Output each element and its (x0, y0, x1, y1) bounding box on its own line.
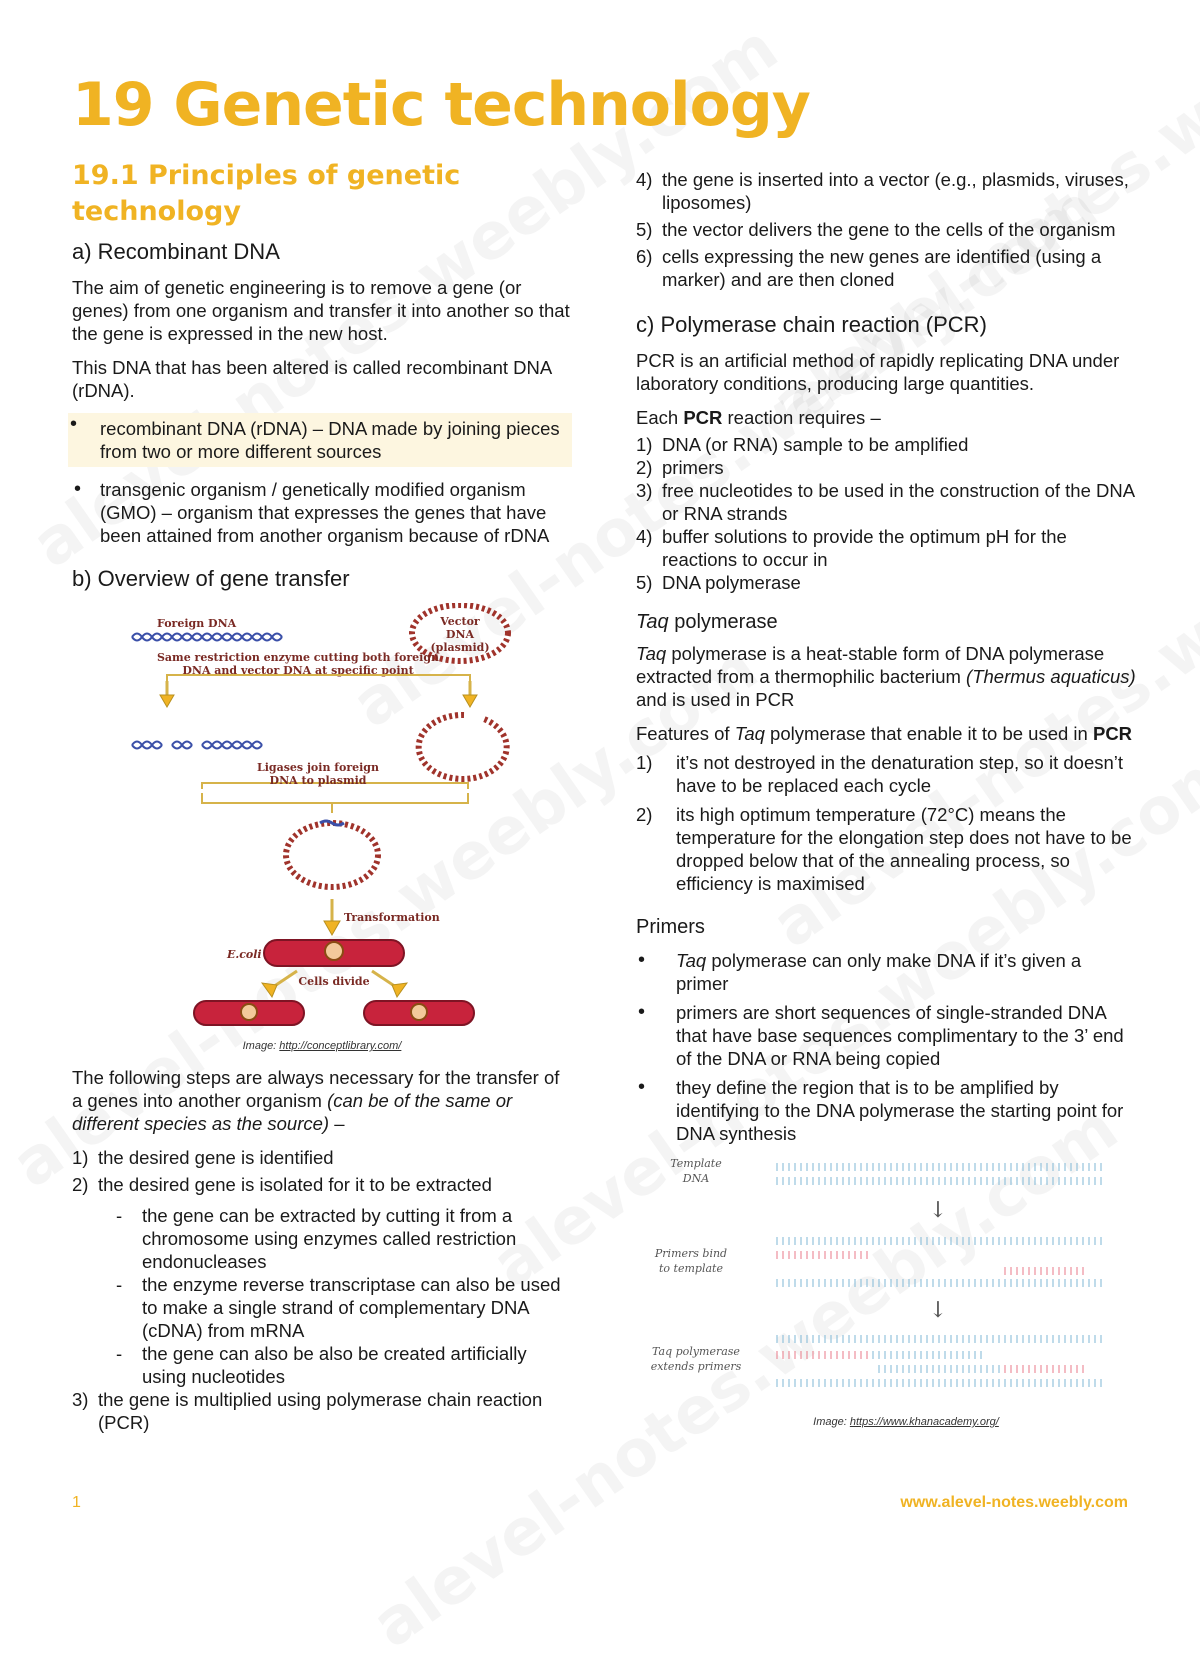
list-item: 5) DNA polymerase (636, 572, 801, 593)
image-credit (72, 1035, 572, 1058)
label-ligases: DNA to plasmid (269, 774, 367, 787)
subheading-primers: Primers (636, 916, 705, 938)
list-item: • primers are short sequences of single-stranded DNA that have base sequences complimentary to the 3’ end of the DNA or RNA being copied (636, 1001, 1136, 1070)
steps-intro (72, 1066, 572, 1135)
requirements-intro: Each PCR reaction requires – (636, 407, 881, 428)
list-item: 1) DNA (or RNA) sample to be amplified (636, 434, 969, 455)
paragraph: PCR is an artificial method of rapidly replicating DNA under laboratory conditions, producing large quantities. (636, 350, 1120, 394)
list-item: 3) the gene is multiplied using polymerase chain reaction (PCR) (72, 1389, 543, 1433)
footer-site[interactable]: www.alevel-notes.weebly.com (900, 1494, 1128, 1511)
recombinant-plasmid (286, 823, 378, 887)
primer (1002, 1267, 1084, 1275)
label-primers-bind: to template (659, 1262, 723, 1275)
list-item: 4) the gene is inserted into a vector (e.g., plasmids, viruses, liposomes) (636, 169, 1129, 213)
label-ligases: Ligases join foreign (257, 761, 379, 774)
list-item: 2) primers (636, 457, 724, 478)
template-strand (776, 1177, 1106, 1185)
template-strand (776, 1335, 1106, 1343)
list-item: 2) its high optimum temperature (72°C) means the temperature for the elongation step does not have to be dropped below that of the annealing process, so efficiency is maximised (636, 804, 1132, 894)
cut-plasmid (419, 715, 507, 779)
bracket (167, 675, 470, 681)
list-item: - the gene can also be also be created artificially using nucleotides (116, 1342, 572, 1388)
label-template: Template (670, 1157, 722, 1170)
steps-list (72, 1388, 572, 1434)
substeps-list (72, 1204, 572, 1388)
label-transformation: Transformation (344, 911, 440, 924)
list-item: 3) free nucleotides to be used in the construction of the DNA or RNA strands (636, 480, 1135, 524)
arrow-head (324, 921, 340, 935)
label-vector: DNA (445, 628, 475, 641)
subheading-gene-transfer: b) Overview of gene transfer (72, 566, 350, 591)
subheading-pcr: c) Polymerase chain reaction (PCR) (636, 312, 987, 337)
list-item: 4) buffer solutions to provide the optimum pH for the reactions to occur in (636, 526, 1067, 570)
primer (776, 1251, 872, 1259)
list-item: • recombinant DNA (rDNA) – DNA made by joining pieces from two or more different sources (68, 413, 572, 467)
list-item: • they define the region that is to be amplified by identifying to the DNA polymerase the starting point for DNA synthesis (636, 1076, 1136, 1145)
primer (776, 1351, 872, 1359)
label-primers-bind: Primers bind (654, 1247, 728, 1260)
features-intro: Features of Taq polymerase that enable it to be used in PCR (636, 723, 1133, 744)
steps-list (72, 1146, 572, 1196)
page-number: 1 (72, 1494, 81, 1511)
label-restriction: DNA and vector DNA at specific point (182, 664, 414, 677)
list-item: 1) it’s not destroyed in the denaturation step, so it doesn’t have to be replaced each cycle (636, 752, 1124, 796)
paragraph: Taq polymerase is a heat-stable form of DNA polymerase extracted from a thermophilic bacterium (Thermus aquaticus) and is used in PCR (636, 643, 1136, 710)
cut-dna-fragment (132, 742, 262, 749)
plasmid-in-cell (241, 1004, 257, 1020)
bracket (202, 793, 468, 803)
extended-strand (872, 1351, 982, 1359)
arrow-head (262, 983, 277, 997)
credit-prefix: Image: (242, 1040, 280, 1052)
subheading-recombinant-dna: a) Recombinant DNA (72, 239, 280, 264)
list-item: 1) the desired gene is identified (72, 1147, 334, 1168)
credit-link[interactable]: http://conceptlibrary.com/ (279, 1040, 402, 1052)
list-item: 6) cells expressing the new genes are identified (using a marker) and are then cloned (636, 246, 1102, 290)
list-item: • transgenic organism / genetically modified organism (GMO) – organism that expresses the genes that have been attained from another organism because of rDNA (72, 478, 572, 547)
label-vector: (plasmid) (430, 641, 490, 654)
features-list (636, 751, 1136, 895)
paragraph: The aim of genetic engineering is to remove a gene (or genes) from one organism and transfer it into another so that the gene is expressed in the new host. (72, 277, 570, 344)
label-template: DNA (682, 1172, 710, 1185)
arrow-head (463, 695, 477, 707)
down-arrow-icon: ↓ (928, 1298, 948, 1323)
text: The following steps are always necessary for the transfer of a genes into another organism (72, 1067, 560, 1111)
credit-prefix: Image: (813, 1416, 850, 1428)
label-taq-extends: Taq polymerase (652, 1345, 740, 1358)
primers-list (636, 949, 1136, 1145)
arrow-head (160, 695, 174, 707)
template-strand (776, 1279, 1106, 1287)
right-column (636, 168, 1136, 1434)
pcr-primer-diagram (636, 1155, 1136, 1405)
list-item: • Taq polymerase can only make DNA if it’s given a primer (636, 949, 1136, 995)
template-strand (776, 1379, 1106, 1387)
credit-link[interactable]: https://www.khanacademy.org/ (849, 1416, 999, 1428)
text: – (329, 1113, 345, 1134)
definition-list (72, 413, 572, 547)
subheading-taq: Taq polymerase (636, 611, 778, 633)
label-ecoli: E.coli (227, 948, 262, 961)
text-italic: (can be of the same or different species as the source) (72, 1090, 513, 1134)
label-taq-extends: extends primers (650, 1360, 742, 1373)
label-vector: Vector (440, 615, 480, 628)
requirements-list (636, 433, 1136, 594)
label-foreign-dna: Foreign DNA (157, 617, 237, 630)
section-title: 19.1 Principles of genetic technology (72, 160, 461, 227)
left-column (72, 158, 572, 1442)
list-item: 2) the desired gene is isolated for it to be extracted (72, 1174, 492, 1195)
paragraph: This DNA that has been altered is called recombinant DNA (rDNA). (72, 357, 552, 401)
arrow-head (392, 983, 407, 997)
gene-transfer-diagram (72, 603, 572, 1033)
list-item: - the gene can be extracted by cutting it from a chromosome using enzymes called restriction endonucleases (116, 1204, 572, 1273)
page-title: 19 Genetic technology (72, 70, 810, 140)
label-restriction: Same restriction enzyme cutting both foreign (156, 651, 440, 664)
list-item: - the enzyme reverse transcriptase can also be used to make a single strand of complementary DNA (cDNA) from mRNA (116, 1273, 572, 1342)
primer (1002, 1365, 1084, 1373)
steps-list (636, 168, 1136, 291)
template-strand (776, 1237, 1106, 1245)
label-cells-divide: Cells divide (298, 975, 370, 988)
template-strand (776, 1163, 1106, 1171)
plasmid-in-cell (325, 942, 343, 960)
image-credit (636, 1411, 1136, 1434)
down-arrow-icon: ↓ (928, 1198, 948, 1223)
extended-strand (874, 1365, 1004, 1373)
list-item: 5) the vector delivers the gene to the cells of the organism (636, 219, 1116, 240)
plasmid-in-cell (411, 1004, 427, 1020)
